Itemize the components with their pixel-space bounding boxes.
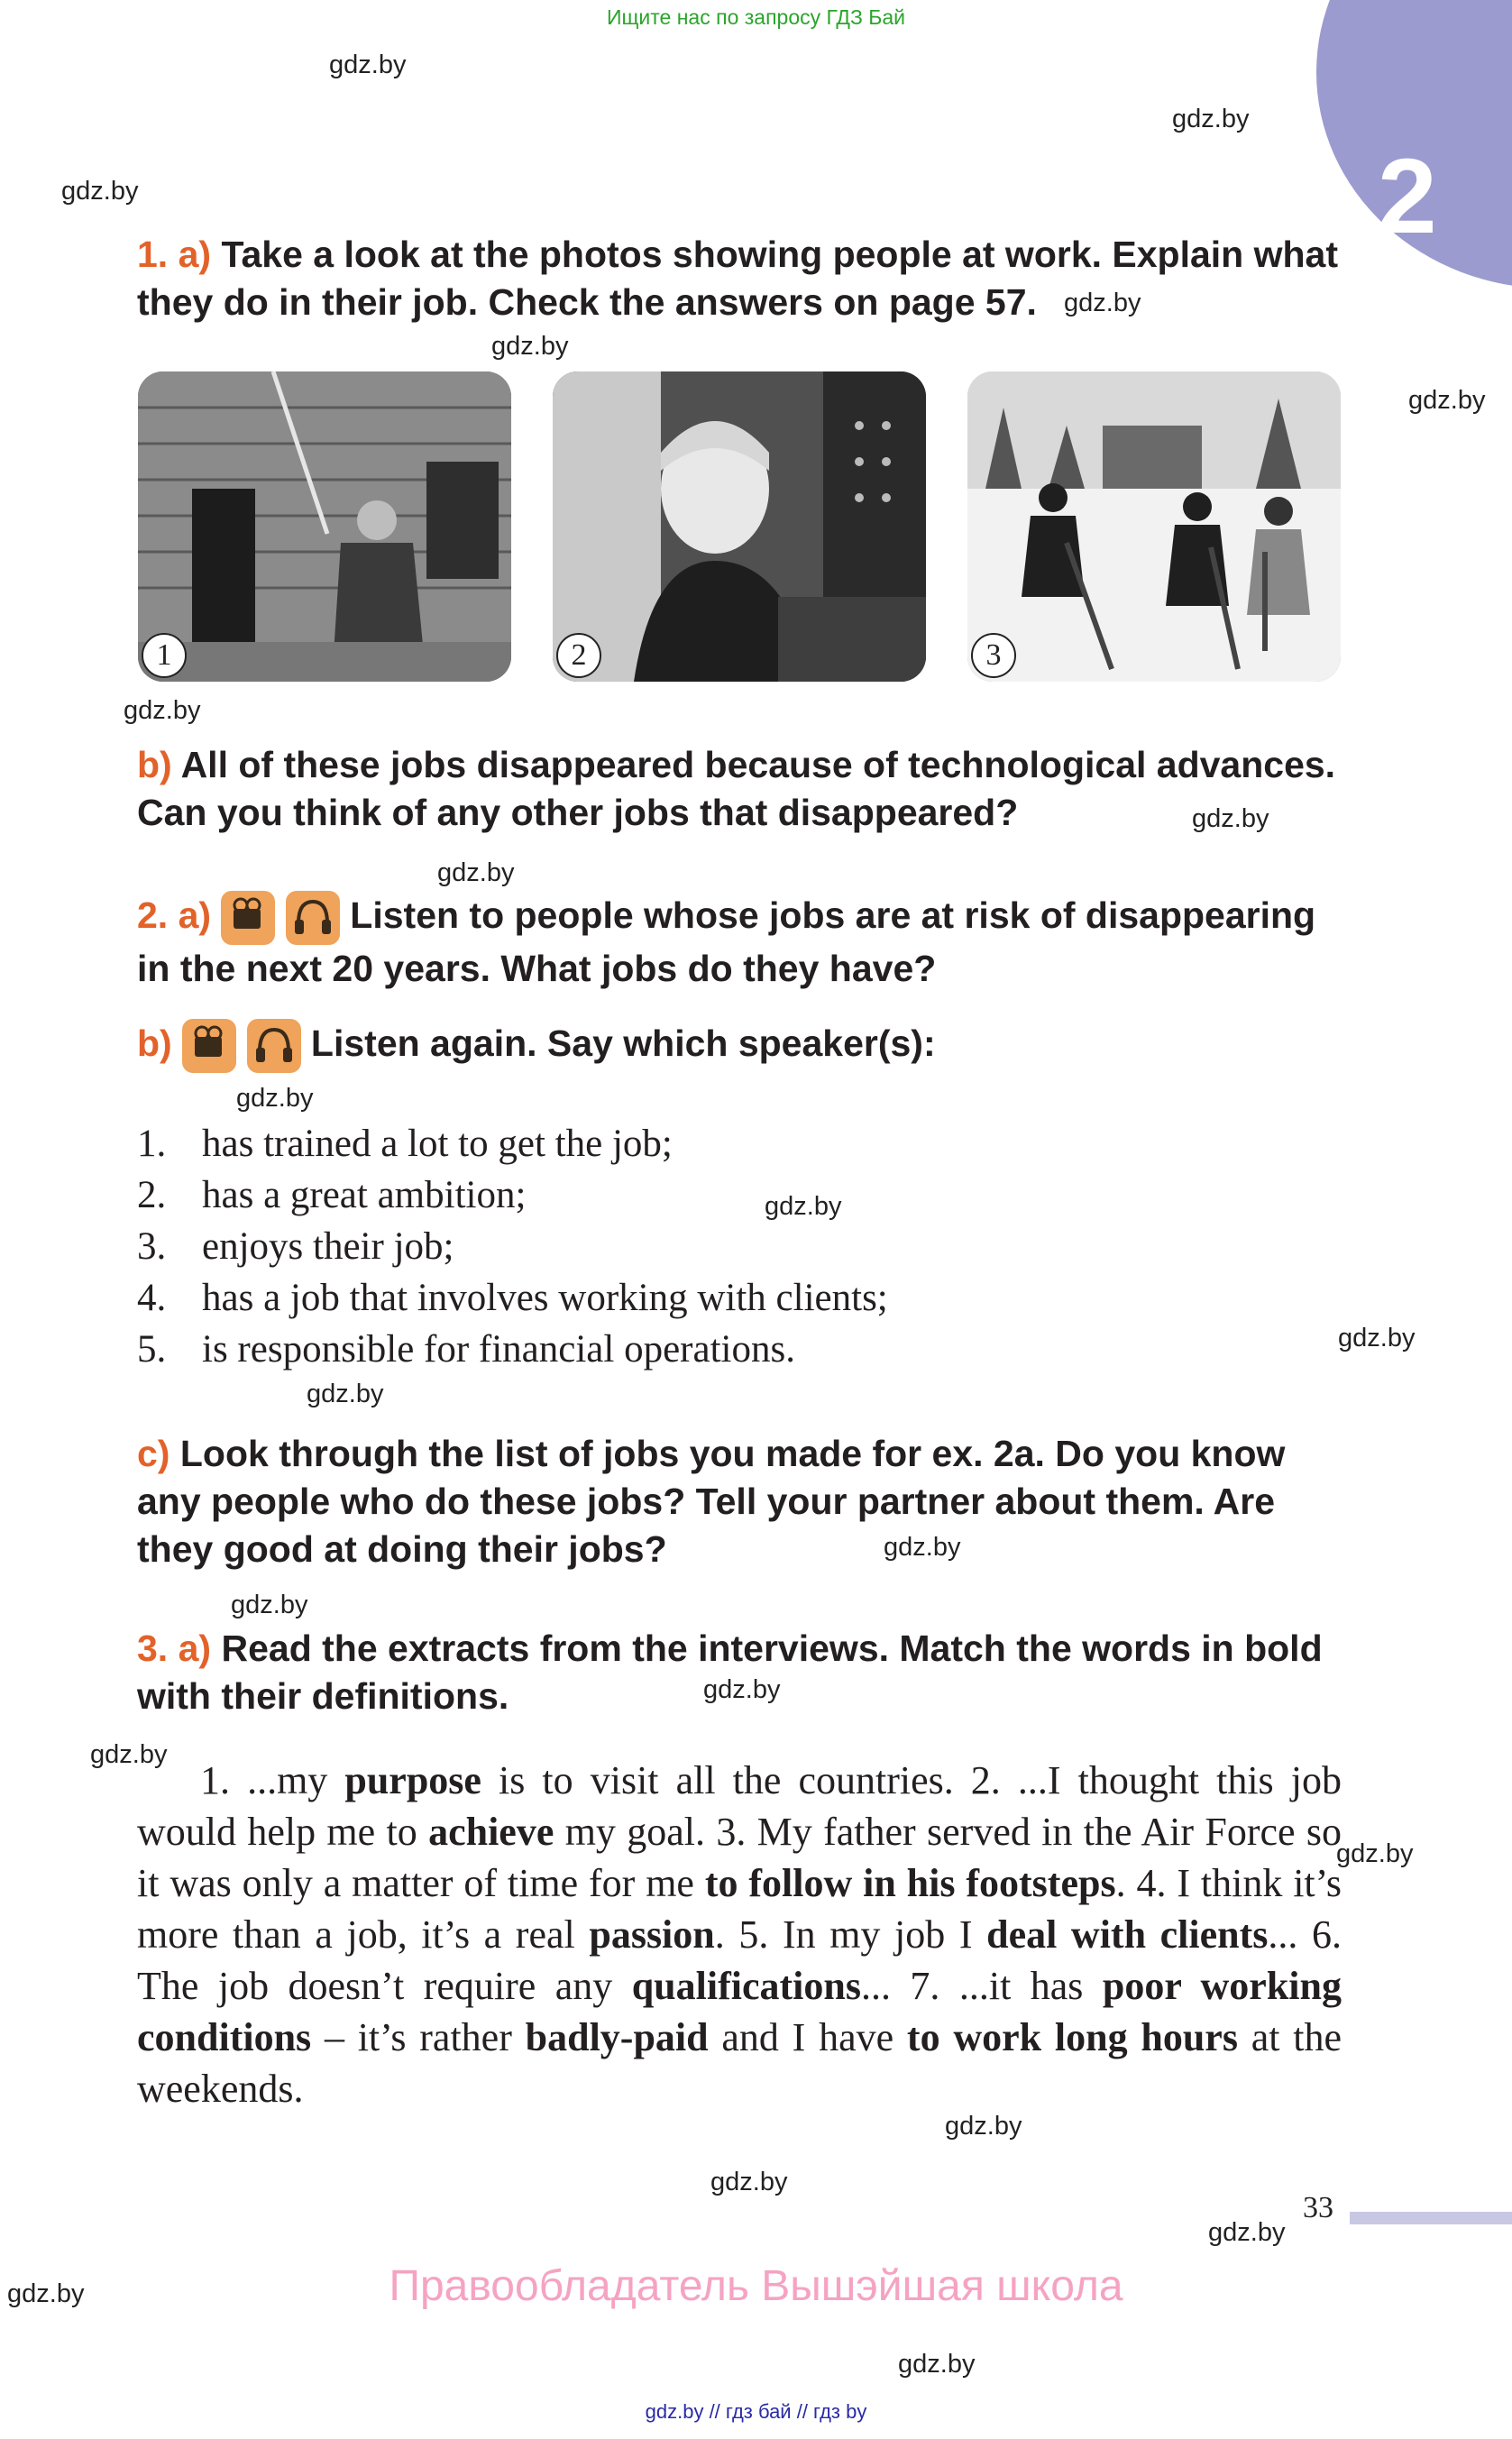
ex2b-label: b) [137,1022,172,1064]
list-item-number: 1. [137,1123,167,1165]
page-number-bar [1350,2212,1512,2224]
bold-term: deal with clients [986,1912,1269,1957]
watermark: gdz.by [90,1740,168,1769]
bold-term: poor working conditions [137,1964,1342,2059]
bold-term: badly-paid [525,2015,709,2059]
top-banner[interactable]: Ищите нас по запросу ГДЗ Бай [606,5,906,29]
ex2a-text: Listen to people whose jobs are at risk of disappearing in the next 20 years. What jobs do they have? [137,894,1316,989]
passage-text: 1. ...my [200,1758,345,1802]
watermark: gdz.by [7,2279,85,2308]
ex2a-label: a) [178,894,212,936]
ex3-number: 3. [137,1628,169,1669]
ex2b-text: Listen again. Say which speaker(s): [310,1022,936,1064]
list-item-text: is responsible for financial operations. [202,1328,795,1371]
list-item [137,1224,454,1269]
list-item-text: enjoys their job; [202,1225,454,1268]
ex1b-instruction [137,741,1342,837]
ex1b-label: b) [137,744,172,785]
list-item [137,1327,795,1371]
interview-extracts [137,1755,1342,2114]
ex1b-text: All of these jobs disappeared because of technological advances. Can you think of any other jobs that disappeared? [137,744,1336,833]
passage-text: – it’s rather [311,2015,526,2059]
ex3a-label: a) [178,1628,212,1669]
watermark: gdz.by [1338,1324,1416,1352]
list-item [137,1122,673,1166]
copyright-holder: Правообладатель Вышэйшая школа [389,2262,1123,2310]
video-icon[interactable] [182,1019,236,1073]
watermark: gdz.by [1192,804,1269,833]
photo-1 [138,371,511,682]
list-item-number: 3. [137,1225,167,1268]
bold-term: qualifications [631,1964,861,2008]
passage-text: . 5. In my job I [714,1912,987,1957]
ex2c-instruction [137,1430,1342,1573]
list-item-number: 2. [137,1174,167,1216]
watermark: gdz.by [61,177,139,206]
passage-text: ... 6. The job doesn’t require any [137,1912,1342,2008]
watermark: gdz.by [231,1591,308,1619]
ex3a-instruction [137,1625,1342,1720]
list-item-text: has a great ambition; [202,1174,527,1216]
watermark: gdz.by [1336,1839,1414,1868]
passage-text: . 4. I think it’s more than a job, it’s a real [137,1861,1342,1957]
photo-label-1: 1 [142,633,187,678]
list-item [137,1276,888,1320]
ex2b-instruction [137,1019,1342,1073]
video-icon[interactable] [221,891,275,945]
footer-links[interactable]: gdz.by // гдз бай // гдз by [645,2400,867,2423]
passage-text: at the weekends. [137,2015,1342,2111]
watermark: gdz.by [329,50,407,79]
list-item-number: 4. [137,1277,167,1319]
photo-2 [553,371,926,682]
list-item [137,1173,526,1217]
watermark: gdz.by [437,858,515,887]
bold-term: achieve [428,1810,554,1854]
bold-term: purpose [344,1758,481,1802]
watermark: gdz.by [884,1533,961,1562]
photo-label-2: 2 [556,633,601,678]
passage-text: my goal. 3. My father served in the Air Force so it was only a matter of time for me [137,1810,1342,1905]
bold-term: to follow in his footsteps [704,1861,1116,1905]
unit-number: 2 [1378,137,1437,256]
headphones-icon[interactable] [286,891,340,945]
bold-term: passion [589,1912,715,1957]
photo-label-3: 3 [971,633,1016,678]
watermark: gdz.by [945,2112,1022,2141]
watermark: gdz.by [710,2168,788,2196]
passage-text: is to visit all the countries. 2. ...I thought this job would help me to [137,1758,1342,1854]
ex2-number: 2. [137,894,169,936]
bold-term: to work long hours [906,2015,1238,2059]
watermark: gdz.by [307,1380,384,1408]
watermark: gdz.by [124,696,201,725]
watermark: gdz.by [703,1675,781,1704]
list-item-number: 5. [137,1328,167,1371]
ex2a-instruction [137,891,1342,993]
watermark: gdz.by [1172,105,1250,133]
headphones-icon[interactable] [247,1019,301,1073]
photo-3 [967,371,1341,682]
passage-text: and I have [708,2015,907,2059]
ex2c-label: c) [137,1433,170,1474]
ex3a-text: Read the extracts from the interviews. Match the words in bold with their definitions. [137,1628,1323,1717]
ex2c-text: Look through the list of jobs you made for ex. 2a. Do you know any people who do these jobs? Tell your partner about them. Are they good at doing their jobs? [137,1433,1286,1570]
passage-text: ... 7. ...it has [860,1964,1103,2008]
ex1-number: 1. [137,234,169,275]
ex1a-text: Take a look at the photos showing people at work. Explain what they do in their job. Check the answers on page 57. [137,234,1339,323]
ex1a-instruction [137,231,1342,326]
watermark: gdz.by [898,2350,976,2379]
ex1a-label: a) [178,234,212,275]
list-item-text: has trained a lot to get the job; [202,1123,673,1165]
watermark: gdz.by [765,1192,842,1221]
watermark: gdz.by [236,1084,314,1113]
page-number: 33 [1303,2191,1333,2224]
watermark: gdz.by [1408,386,1486,415]
watermark: gdz.by [1208,2218,1286,2247]
watermark: gdz.by [491,332,569,361]
watermark: gdz.by [1064,289,1141,317]
list-item-text: has a job that involves working with clients; [202,1277,888,1319]
